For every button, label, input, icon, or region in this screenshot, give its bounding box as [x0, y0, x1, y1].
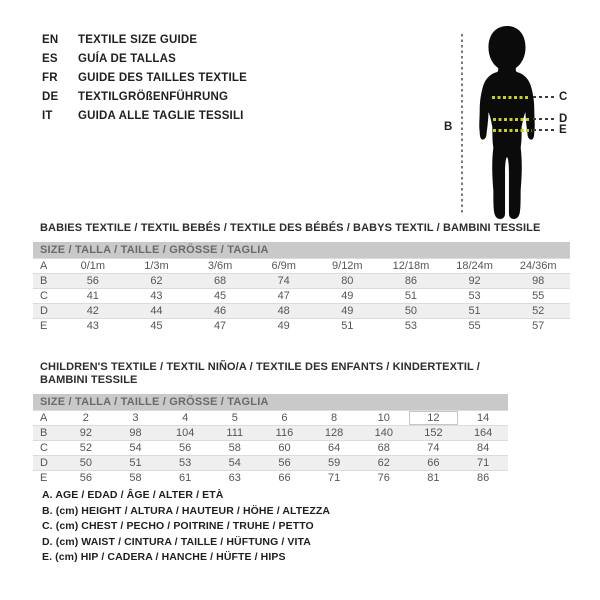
value-cell: 74	[409, 440, 459, 455]
value-cell: 74	[252, 273, 316, 288]
value-cell: 92	[61, 425, 111, 440]
chest-guide-line	[533, 96, 554, 98]
value-cell: 48	[252, 303, 316, 318]
value-cell: 62	[359, 455, 409, 470]
hip-guide-line	[533, 129, 554, 131]
value-cell: 128	[309, 425, 359, 440]
value-cell: 53	[160, 455, 210, 470]
babies-section	[33, 222, 570, 333]
language-row	[42, 69, 247, 88]
children-size-table	[33, 394, 508, 485]
row-label-cell: E	[33, 470, 61, 485]
value-cell: 66	[409, 455, 459, 470]
value-cell: 8	[309, 410, 359, 425]
children-section	[33, 361, 508, 485]
value-cell: 0/1m	[61, 258, 125, 273]
value-cell: 49	[316, 288, 380, 303]
babies-section-title: BABIES TEXTILE / TEXTIL BEBÉS / TEXTILE DES BÉBÉS / BABYS TEXTIL / BAMBINI TESSILE	[40, 222, 541, 234]
language-row	[42, 31, 247, 50]
value-cell: 56	[260, 455, 310, 470]
value-cell: 116	[260, 425, 310, 440]
highlighted-value-cell: 12	[409, 410, 459, 425]
value-cell: 55	[443, 318, 507, 333]
value-cell: 56	[61, 470, 111, 485]
legend-item: C. (cm) CHEST / PECHO / POITRINE / TRUHE / PETTO	[42, 520, 314, 533]
value-cell: 104	[160, 425, 210, 440]
row-label-cell: C	[33, 288, 61, 303]
table-row	[33, 303, 570, 318]
value-cell: 66	[260, 470, 310, 485]
value-cell: 56	[160, 440, 210, 455]
table-body	[33, 394, 508, 485]
children-section-title: CHILDREN'S TEXTILE / TEXTIL NIÑO/A / TEXTILE DES ENFANTS / KINDERTEXTIL / BAMBINI TESSILE	[40, 361, 480, 386]
waist-guide-line	[533, 118, 554, 120]
value-cell: 3/6m	[188, 258, 252, 273]
value-cell: 1/3m	[125, 258, 189, 273]
language-code: EN	[42, 34, 59, 46]
value-cell: 53	[443, 288, 507, 303]
legend-item: B. (cm) HEIGHT / ALTURA / HAUTEUR / HÖHE / ALTEZZA	[42, 504, 331, 517]
value-cell: 41	[61, 288, 125, 303]
value-cell: 43	[61, 318, 125, 333]
value-cell: 58	[210, 440, 260, 455]
table-row	[33, 318, 570, 333]
value-cell: 14	[458, 410, 508, 425]
value-cell: 61	[160, 470, 210, 485]
value-cell: 47	[252, 288, 316, 303]
legend-item: A. AGE / EDAD / ÂGE / ALTER / ETÀ	[42, 489, 224, 501]
table-row	[33, 273, 570, 288]
value-cell: 63	[210, 470, 260, 485]
value-cell: 54	[111, 440, 161, 455]
legend-item: D. (cm) WAIST / CINTURA / TAILLE / HÜFTUNG / VITA	[42, 535, 311, 548]
value-cell: 51	[316, 318, 380, 333]
value-cell: 43	[125, 288, 189, 303]
table-header-cell: SIZE / TALLA / TAILLE / GRÖSSE / TAGLIA	[33, 242, 570, 258]
measurement-legend	[42, 488, 330, 566]
row-label-cell: E	[33, 318, 61, 333]
value-cell: 50	[379, 303, 443, 318]
row-label-cell: D	[33, 303, 61, 318]
value-cell: 111	[210, 425, 260, 440]
value-cell: 80	[316, 273, 380, 288]
language-row	[42, 50, 247, 69]
value-cell: 24/36m	[506, 258, 570, 273]
language-label: GUÍA DE TALLAS	[78, 53, 176, 65]
language-row	[42, 107, 247, 126]
hip-label: E	[559, 124, 567, 136]
table-row	[33, 470, 508, 485]
value-cell: 4	[160, 410, 210, 425]
value-cell: 81	[409, 470, 459, 485]
value-cell: 45	[125, 318, 189, 333]
value-cell: 71	[458, 455, 508, 470]
language-code: IT	[42, 110, 53, 122]
value-cell: 3	[111, 410, 161, 425]
value-cell: 12/18m	[379, 258, 443, 273]
table-row	[33, 440, 508, 455]
table-body	[33, 242, 570, 333]
value-cell: 44	[125, 303, 189, 318]
value-cell: 47	[188, 318, 252, 333]
value-cell: 84	[458, 440, 508, 455]
babies-size-table	[33, 242, 570, 333]
row-label-cell: A	[33, 410, 61, 425]
value-cell: 6	[260, 410, 310, 425]
language-code: FR	[42, 72, 58, 84]
value-cell: 49	[252, 318, 316, 333]
row-label-cell: C	[33, 440, 61, 455]
table-row	[33, 258, 570, 273]
value-cell: 58	[111, 470, 161, 485]
value-cell: 42	[61, 303, 125, 318]
child-silhouette	[468, 24, 546, 220]
language-code: DE	[42, 91, 59, 103]
value-cell: 51	[443, 303, 507, 318]
value-cell: 86	[379, 273, 443, 288]
value-cell: 64	[309, 440, 359, 455]
value-cell: 10	[359, 410, 409, 425]
height-measure-line	[461, 34, 463, 214]
legend-item: E. (cm) HIP / CADERA / HANCHE / HÜFTE / HIPS	[42, 551, 286, 564]
value-cell: 51	[111, 455, 161, 470]
value-cell: 152	[409, 425, 459, 440]
table-row	[33, 288, 570, 303]
value-cell: 54	[210, 455, 260, 470]
value-cell: 5	[210, 410, 260, 425]
language-label: GUIDE DES TAILLES TEXTILE	[78, 72, 247, 84]
value-cell: 2	[61, 410, 111, 425]
height-label: B	[444, 121, 453, 133]
value-cell: 76	[359, 470, 409, 485]
value-cell: 53	[379, 318, 443, 333]
value-cell: 55	[506, 288, 570, 303]
value-cell: 62	[125, 273, 189, 288]
row-label-cell: D	[33, 455, 61, 470]
value-cell: 59	[309, 455, 359, 470]
value-cell: 140	[359, 425, 409, 440]
value-cell: 46	[188, 303, 252, 318]
value-cell: 52	[506, 303, 570, 318]
value-cell: 86	[458, 470, 508, 485]
value-cell: 52	[61, 440, 111, 455]
table-header-cell: SIZE / TALLA / TAILLE / GRÖSSE / TAGLIA	[33, 394, 508, 410]
value-cell: 6/9m	[252, 258, 316, 273]
value-cell: 49	[316, 303, 380, 318]
value-cell: 60	[260, 440, 310, 455]
language-list	[42, 31, 247, 126]
chest-label: C	[559, 91, 568, 103]
chest-measure-line	[492, 96, 530, 99]
language-code: ES	[42, 53, 58, 65]
value-cell: 18/24m	[443, 258, 507, 273]
value-cell: 51	[379, 288, 443, 303]
row-label-cell: B	[33, 273, 61, 288]
value-cell: 164	[458, 425, 508, 440]
table-header-row	[33, 242, 570, 258]
value-cell: 92	[443, 273, 507, 288]
value-cell: 50	[61, 455, 111, 470]
table-row	[33, 425, 508, 440]
hip-measure-line	[493, 129, 532, 132]
row-label-cell: B	[33, 425, 61, 440]
value-cell: 56	[61, 273, 125, 288]
row-label-cell: A	[33, 258, 61, 273]
waist-measure-line	[493, 118, 531, 121]
value-cell: 57	[506, 318, 570, 333]
value-cell: 98	[111, 425, 161, 440]
language-row	[42, 88, 247, 107]
value-cell: 68	[188, 273, 252, 288]
language-label: TEXTILGRÖßENFÜHRUNG	[78, 91, 229, 103]
language-label: TEXTILE SIZE GUIDE	[78, 34, 198, 46]
waist-label: D	[559, 113, 568, 125]
table-row	[33, 455, 508, 470]
table-header-row	[33, 394, 508, 410]
value-cell: 98	[506, 273, 570, 288]
value-cell: 9/12m	[316, 258, 380, 273]
value-cell: 71	[309, 470, 359, 485]
table-row	[33, 410, 508, 425]
language-label: GUIDA ALLE TAGLIE TESSILI	[78, 110, 244, 122]
value-cell: 45	[188, 288, 252, 303]
value-cell: 68	[359, 440, 409, 455]
